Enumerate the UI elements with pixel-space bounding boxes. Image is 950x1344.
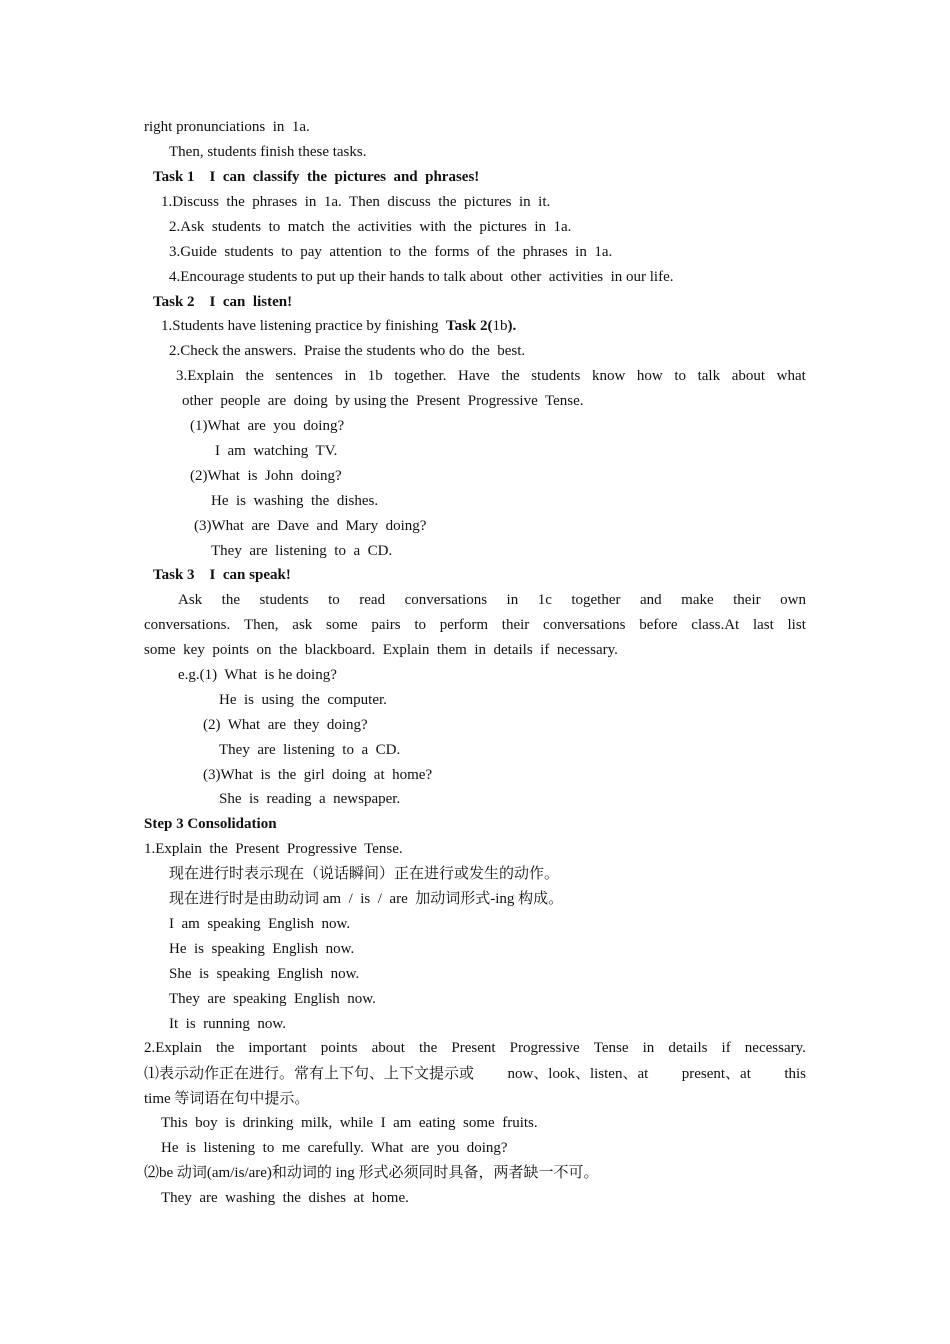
word: Progressive [509, 1040, 580, 1056]
word: 2.Explain [144, 1040, 202, 1056]
word: and [640, 592, 662, 608]
word: own [780, 592, 806, 608]
word: about [371, 1040, 405, 1056]
step3-point-1-line-2: time 等词语在句中提示。 [144, 1091, 310, 1107]
word: ⑴表示动作正在进行。常有上下句、上下文提示或 [144, 1066, 475, 1082]
task1-item-4: 4.Encourage students to put up their hands to talk about other activities in our life. [169, 269, 674, 285]
word: 1b [367, 368, 383, 384]
task3-example-a2: They are listening to a CD. [219, 742, 401, 758]
word: the [245, 368, 264, 384]
word: the [221, 592, 240, 608]
word: if [721, 1040, 731, 1056]
word: their [501, 617, 530, 633]
word: details [668, 1040, 708, 1056]
word: Have [458, 368, 490, 384]
task2-item-3-line-2: other people are doing by using the Present Progressive Tense. [182, 393, 584, 409]
word: sentences [275, 368, 333, 384]
word: list [787, 617, 806, 633]
word: last [752, 617, 774, 633]
word: talk [697, 368, 721, 384]
word: to [414, 617, 426, 633]
task2-item-1-mid: 1b [492, 318, 508, 334]
word: the [501, 368, 520, 384]
word: Ask [178, 592, 203, 608]
word: class.At [691, 617, 740, 633]
task3-example-q1: e.g.(1) What is he doing? [178, 667, 337, 683]
word: present、at [681, 1066, 751, 1082]
task1-item-1: 1.Discuss the phrases in 1a. Then discuss the pictures in it. [161, 194, 551, 210]
step3-sentence-5: It is running now. [169, 1016, 286, 1032]
word: to [328, 592, 340, 608]
word: students [531, 368, 581, 384]
word: to [674, 368, 687, 384]
word: what [776, 368, 806, 384]
word: points [320, 1040, 358, 1056]
step3-item-1: 1.Explain the Present Progressive Tense. [144, 841, 403, 857]
task2-example-q3: (3)What are Dave and Mary doing? [194, 518, 427, 534]
step3-point-1-line-1 [144, 1064, 806, 1084]
task1-item-2: 2.Ask students to match the activities with the pictures in 1a. [169, 219, 572, 235]
step3-cn-line-2: 现在进行时是由助动词 am / is / are 加动词形式-ing 构成。 [169, 891, 564, 907]
word: perform [439, 617, 489, 633]
task3-para-line-1 [178, 590, 806, 610]
task2-item-1-end: ). [507, 318, 517, 334]
word: their [733, 592, 761, 608]
word: conversations [543, 617, 626, 633]
task3-example-a3: She is reading a newspaper. [219, 791, 401, 807]
step3-point-2: ⑵be 动词(am/is/are)和动词的 ing 形式必须同时具备，两者缺一不可。 [144, 1165, 599, 1181]
task3-title: Task 3 I can speak! [153, 567, 291, 583]
step3-item-2 [144, 1038, 806, 1058]
step3-sentence-1: I am speaking English now. [169, 916, 351, 932]
task2-item-1-text: 1.Students have listening practice by finishing [161, 318, 446, 334]
word: about [731, 368, 766, 384]
task2-item-1-bold: Task 2( [445, 318, 493, 334]
task1-item-3: 3.Guide students to pay attention to the forms of the phrases in 1a. [169, 244, 613, 260]
word: this [784, 1066, 806, 1082]
task3-example-q3: (3)What is the girl doing at home? [203, 767, 433, 783]
word: 1c [537, 592, 552, 608]
step3-cn-line-1: 现在进行时表示现在（说话瞬间）正在进行或发生的动作。 [169, 866, 560, 882]
intro-line-1: right pronunciations in 1a. [144, 119, 310, 135]
task2-example-a3: They are listening to a CD. [211, 543, 393, 559]
word: important [248, 1040, 307, 1056]
word: before [639, 617, 678, 633]
step3-point-2-example-1: They are washing the dishes at home. [161, 1190, 409, 1206]
word: together [571, 592, 621, 608]
word: in [642, 1040, 655, 1056]
step3-sentence-2: He is speaking English now. [169, 941, 355, 957]
word: in [344, 368, 357, 384]
task3-example-q2: (2) What are they doing? [203, 717, 368, 733]
word: how [636, 368, 663, 384]
task2-item-2: 2.Check the answers. Praise the students who do the best. [169, 343, 526, 359]
word: ask [292, 617, 313, 633]
word: together. [394, 368, 447, 384]
word: know [591, 368, 626, 384]
task3-para-line-3: some key points on the blackboard. Explain them in details if necessary. [144, 642, 618, 658]
word: Tense [593, 1040, 629, 1056]
task2-example-a2: He is washing the dishes. [211, 493, 379, 509]
task2-item-1 [161, 316, 516, 336]
task3-example-a1: He is using the computer. [219, 692, 387, 708]
intro-line-2: Then, students finish these tasks. [169, 144, 367, 160]
task2-example-q1: (1)What are you doing? [190, 418, 345, 434]
word: read [359, 592, 386, 608]
word: conversations. [144, 617, 231, 633]
word: students [259, 592, 309, 608]
word: now、look、listen、at [507, 1066, 649, 1082]
step3-title: Step 3 Consolidation [144, 816, 277, 832]
word: Then, [243, 617, 279, 633]
word: in [506, 592, 519, 608]
word: Present [451, 1040, 496, 1056]
word: make [681, 592, 714, 608]
task2-example-q2: (2)What is John doing? [190, 468, 342, 484]
word: the [215, 1040, 235, 1056]
word: pairs [371, 617, 401, 633]
word: 3.Explain [176, 368, 234, 384]
task2-title: Task 2 I can listen! [153, 294, 293, 310]
step3-sentence-4: They are speaking English now. [169, 991, 376, 1007]
word: the [418, 1040, 438, 1056]
step3-point-1-example-1: This boy is drinking milk, while I am eating some fruits. [161, 1115, 538, 1131]
task3-para-line-2 [144, 615, 806, 635]
task1-title: Task 1 I can classify the pictures and phrases! [153, 169, 480, 185]
word: necessary. [744, 1040, 806, 1056]
task2-example-a1: I am watching TV. [215, 443, 338, 459]
word: conversations [404, 592, 488, 608]
task2-item-3-line-1 [176, 366, 806, 386]
step3-point-1-example-2: He is listening to me carefully. What are you doing? [161, 1140, 508, 1156]
step3-sentence-3: She is speaking English now. [169, 966, 360, 982]
word: some [326, 617, 358, 633]
